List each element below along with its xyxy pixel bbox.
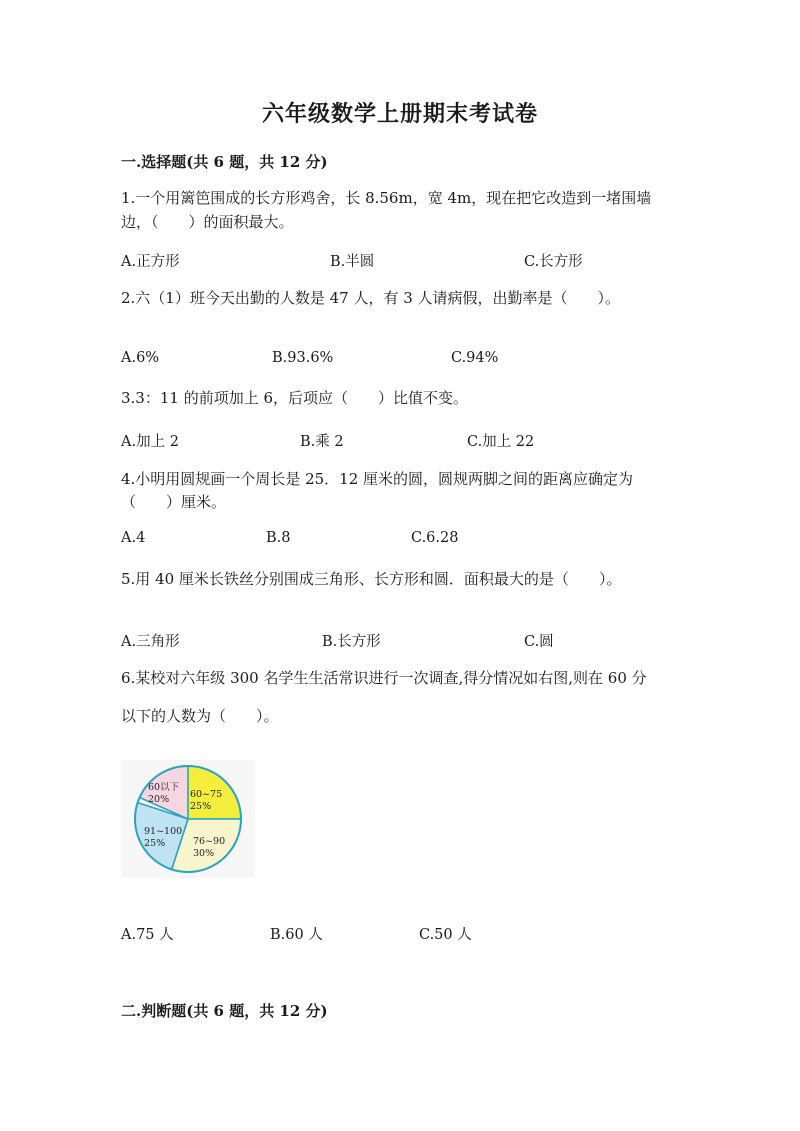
question-5-line-1: 5.用 40 厘米长铁丝分别围成三角形、长方形和圆．面积最大的是（ ）。: [121, 570, 622, 588]
question-2-option-a: A.6%: [121, 350, 160, 366]
question-4-option-a: A.4: [121, 530, 146, 546]
question-4-line-1: 4.小明用圆规画一个周长是 25．12 厘米的圆，圆规两脚之间的距离应确定为: [121, 470, 634, 488]
section1-heading: 一.选择题(共 6 题，共 12 分): [121, 153, 328, 171]
pie-label-percent-0: 20%: [148, 794, 170, 805]
pie-label-range-3: 91~100: [144, 826, 183, 837]
question-4-line-2: （ ）厘米。: [121, 493, 227, 511]
pie-chart-figure: [121, 760, 255, 878]
page-title: 六年级数学上册期末考试卷: [261, 101, 538, 127]
pie-label-range-0: 60以下: [148, 782, 180, 793]
pie-label-range-2: 76~90: [193, 836, 226, 847]
pie-label-percent-3: 25%: [144, 838, 166, 849]
section2-heading: 二.判断题(共 6 题，共 12 分): [121, 1002, 328, 1020]
question-6-line-1: 6.某校对六年级 300 名学生生活常识进行一次调查,得分情况如右图,则在 60 分: [121, 669, 647, 687]
question-1-option-c: C.长方形: [524, 254, 583, 270]
question-2-option-c: C.94%: [451, 350, 499, 366]
question-3-line-1: 3.3：11 的前项加上 6，后项应（ ）比值不变。: [121, 389, 469, 407]
question-2-line-1: 2.六（1）班今天出勤的人数是 47 人，有 3 人请病假，出勤率是（ ）。: [121, 289, 621, 307]
question-3-option-a: A.加上 2: [121, 434, 179, 450]
question-4-option-c: C.6.28: [411, 530, 459, 546]
question-3-option-b: B.乘 2: [300, 434, 344, 450]
pie-label-percent-2: 30%: [193, 848, 215, 859]
question-1-option-a: A.正方形: [121, 254, 180, 270]
question-1-line-1: 1.一个用篱笆围成的长方形鸡舍，长 8.56m，宽 4m，现在把它改造到一堵围墙: [121, 189, 652, 207]
question-1-option-b: B.半圆: [330, 254, 375, 270]
question-2-option-b: B.93.6%: [272, 350, 334, 366]
question-4-option-b: B.8: [266, 530, 291, 546]
pie-chart: [121, 760, 255, 878]
pie-label-range-1: 60~75: [190, 789, 223, 800]
question-1-line-2: 边，（ ）的面积最大。: [121, 213, 294, 231]
question-6-option-c: C.50 人: [419, 927, 472, 943]
question-6-option-a: A.75 人: [121, 927, 174, 943]
question-6-option-b: B.60 人: [270, 927, 323, 943]
question-3-option-c: C.加上 22: [467, 434, 535, 450]
question-5-option-b: B.长方形: [322, 634, 381, 650]
question-6-line-2: 以下的人数为（ ）。: [121, 707, 279, 725]
question-5-option-c: C.圆: [524, 634, 554, 650]
question-5-option-a: A.三角形: [121, 634, 180, 650]
pie-label-percent-1: 25%: [190, 801, 212, 812]
